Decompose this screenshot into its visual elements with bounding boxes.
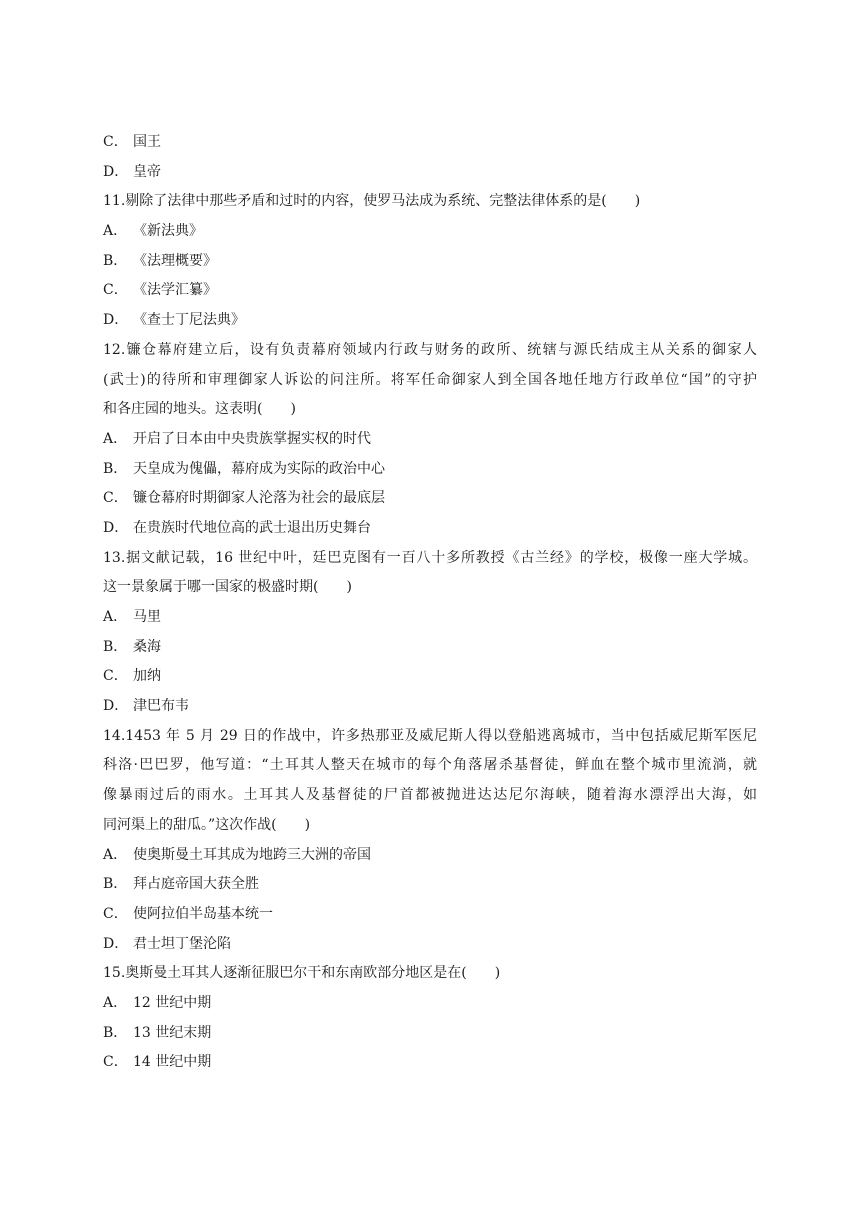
question-12 <box>103 336 757 425</box>
option-b <box>103 247 757 277</box>
option-letter: D． <box>103 312 129 329</box>
option-letter: D． <box>103 163 129 180</box>
option-text: 镰仓幕府时期御家人沦落为社会的最底层 <box>133 490 385 507</box>
question-stem-line: 11.剔除了法律中那些矛盾和过时的内容，使罗马法成为系统、完整法律体系的是( ) <box>103 193 641 210</box>
option-c <box>103 900 757 930</box>
option-c <box>103 128 757 158</box>
question-stem-line: 像暴雨过后的雨水。土耳其人及基督徒的尸首都被抛进达达尼尔海峡，随着海水漂浮出大海，如 <box>103 787 757 804</box>
question-stem-line: 同河渠上的甜瓜。”这次作战( ) <box>103 816 311 833</box>
option-d <box>103 158 757 188</box>
option-text: 津巴布韦 <box>133 698 189 715</box>
option-letter: C． <box>103 1054 128 1071</box>
option-letter: B． <box>103 460 128 477</box>
option-letter: A． <box>103 430 128 447</box>
option-a <box>103 425 757 455</box>
option-letter: D． <box>103 935 129 952</box>
option-c <box>103 276 757 306</box>
option-text: 开启了日本由中央贵族掌握实权的时代 <box>133 430 371 447</box>
option-text: 拜占庭帝国大获全胜 <box>133 876 259 893</box>
option-letter: B． <box>103 1024 128 1041</box>
option-letter: A． <box>103 609 128 625</box>
option-text: 马里 <box>133 609 161 625</box>
option-text: 《查士丁尼法典》 <box>133 312 245 329</box>
option-c <box>103 662 757 692</box>
question-stem-line: 14.1453 年 5 月 29 日的作战中，许多热那亚及威尼斯人得以登船逃离城市，当中包括威尼斯军医尼 <box>103 727 757 744</box>
option-text: 14 世纪中期 <box>133 1054 212 1071</box>
option-letter: A． <box>103 846 128 863</box>
question-stem-line: 这一景象属于哪一国家的极盛时期( ) <box>103 579 352 596</box>
question-stem-line: 科洛·巴巴罗，他写道：“土耳其人整天在城市的每个角落屠杀基督徒，鲜血在整个城市里流淌，就 <box>103 757 757 774</box>
option-d <box>103 692 757 722</box>
option-b <box>103 1019 757 1049</box>
option-b <box>103 870 757 900</box>
question-stem-line: 13.据文献记载，16 世纪中叶，廷巴克图有一百八十多所教授《古兰经》的学校，极像一座大学城。 <box>103 549 757 566</box>
option-text: 12 世纪中期 <box>133 994 212 1011</box>
option-text: 皇帝 <box>133 163 161 180</box>
option-letter: D． <box>103 698 129 715</box>
option-text: 《法理概要》 <box>133 252 217 269</box>
question-stem-line: 和各庄园的地头。这表明( ) <box>103 401 296 418</box>
option-a <box>103 989 757 1019</box>
option-letter: C． <box>103 668 128 685</box>
option-text: 《法学汇纂》 <box>133 282 217 299</box>
question-stem-line: 12.镰仓幕府建立后，设有负责幕府领域内行政与财务的政所、统辖与源氏结成主从关系的御家人 <box>103 341 757 358</box>
question-11 <box>103 187 757 217</box>
question-14 <box>103 722 757 841</box>
option-a <box>103 841 757 871</box>
option-b <box>103 455 757 485</box>
option-text: 天皇成为傀儡，幕府成为实际的政治中心 <box>133 460 385 477</box>
option-b <box>103 633 757 663</box>
option-letter: A． <box>103 994 128 1011</box>
option-text: 国王 <box>133 134 161 150</box>
option-text: 在贵族时代地位高的武士退出历史舞台 <box>133 519 371 536</box>
option-text: 桑海 <box>133 638 161 655</box>
option-d <box>103 306 757 336</box>
option-letter: B． <box>103 252 128 269</box>
option-text: 君士坦丁堡沦陷 <box>133 935 231 952</box>
option-text: 加纳 <box>133 668 161 685</box>
question-stem-line: (武士)的待所和审理御家人诉讼的问注所。将军任命御家人到全国各地任地方行政单位“国”的守护 <box>103 371 757 388</box>
option-a <box>103 603 757 633</box>
option-letter: D． <box>103 519 129 536</box>
option-d <box>103 930 757 960</box>
option-c <box>103 484 757 514</box>
option-d <box>103 514 757 544</box>
question-13 <box>103 544 757 603</box>
option-letter: C． <box>103 490 128 507</box>
option-text: 《新法典》 <box>133 223 203 240</box>
option-text: 使奥斯曼土耳其成为地跨三大洲的帝国 <box>133 846 371 863</box>
option-a <box>103 217 757 247</box>
option-letter: C． <box>103 134 128 150</box>
exam-page <box>103 128 757 1078</box>
question-stem-line: 15.奥斯曼土耳其人逐渐征服巴尔干和东南欧部分地区是在( ) <box>103 965 501 982</box>
option-letter: C． <box>103 905 128 922</box>
option-c <box>103 1048 757 1078</box>
option-text: 13 世纪末期 <box>133 1024 212 1041</box>
option-letter: B． <box>103 638 128 655</box>
option-letter: A． <box>103 223 128 240</box>
option-letter: B． <box>103 876 128 893</box>
question-15 <box>103 959 757 989</box>
option-letter: C． <box>103 282 128 299</box>
option-text: 使阿拉伯半岛基本统一 <box>133 905 273 922</box>
